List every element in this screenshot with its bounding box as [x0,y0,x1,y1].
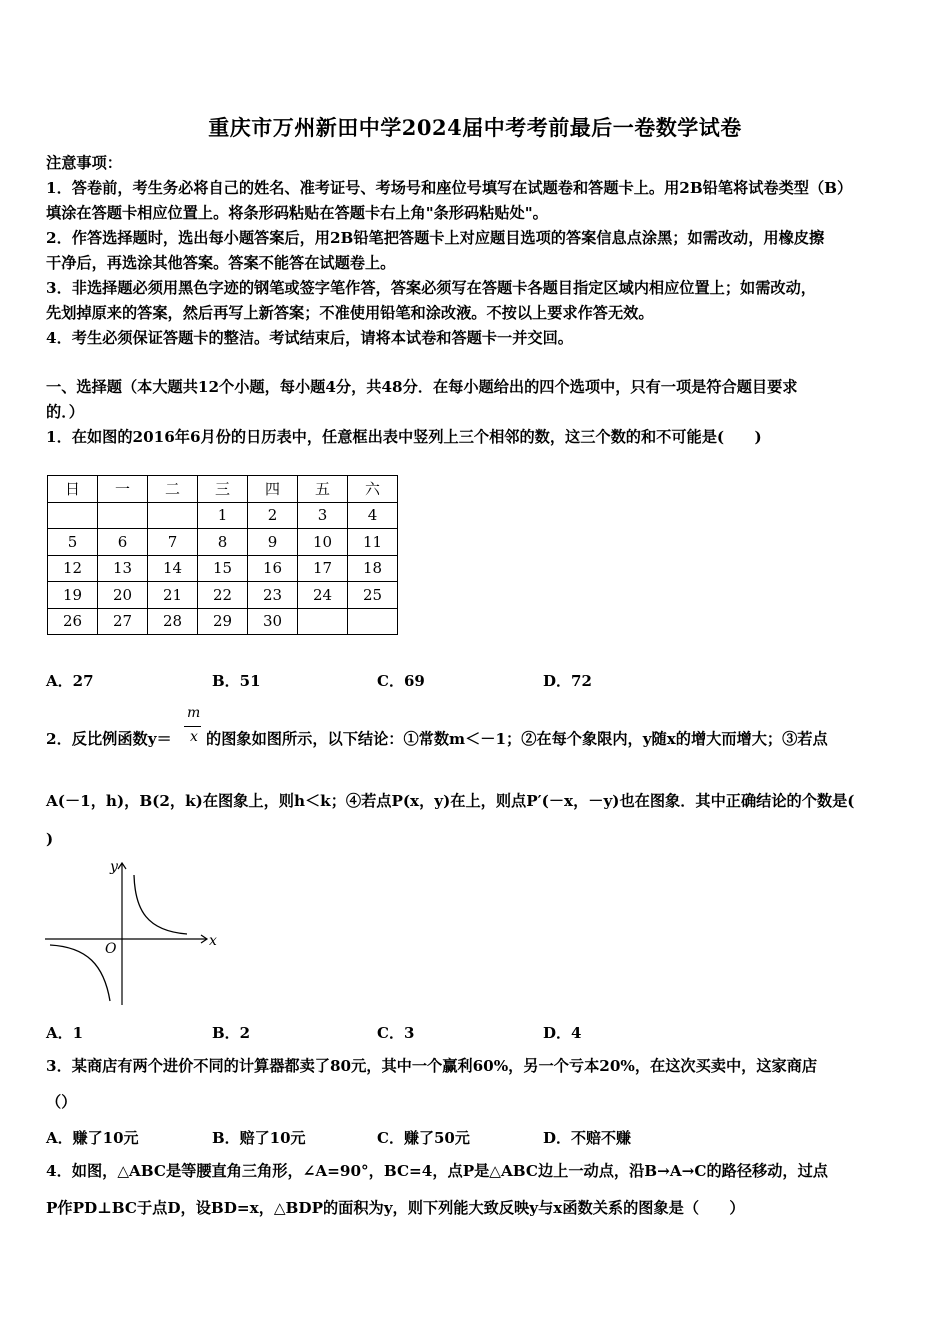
calendar-cell: 24 [298,582,348,609]
calendar-row [48,608,398,635]
calendar-cell: 17 [298,555,348,582]
exam-title: 重庆市万州新田中学2024届中考考前最后一卷数学试卷 [208,115,742,140]
q3-option-a: A．赚了10元 [46,1129,139,1147]
calendar-row [48,555,398,582]
calendar-header-cell: 六 [348,476,398,503]
calendar-cell: 26 [48,608,98,635]
calendar-cell: 25 [348,582,398,609]
calendar-cell: 13 [98,555,148,582]
notice-heading: 注意事项： [46,154,122,172]
calendar-header-cell: 五 [298,476,348,503]
q2-option-d: D．4 [543,1024,582,1042]
calendar-row [48,502,398,529]
calendar-header-cell: 四 [248,476,298,503]
x-axis-label: x [209,933,217,949]
q3-option-b: B．赔了10元 [212,1129,306,1147]
calendar-cell: 29 [198,608,248,635]
calendar-cell: 15 [198,555,248,582]
question-4-line2: P作PD⊥BC于点D，设BD=x，△BDP的面积为y，则下列能大致反映y与x函数关系的图象是（ ） [46,1199,745,1217]
calendar-table [47,475,398,635]
question-1-stem: 1．在如图的2016年6月份的日历表中，任意框出表中竖列上三个相邻的数，这三个数的和不可能是( ) [46,428,762,446]
question-2-line2: A(－1，h)，B(2，k)在图象上，则h＜k；④若点P(x，y)在上，则点P′(－x，－y)也在图象．其中正确结论的个数是( [46,792,855,810]
fraction-bar [184,726,201,727]
section-heading-cont: 的．） [46,403,84,421]
calendar-cell [148,502,198,529]
fraction-numerator: m [187,705,201,721]
q1-option-c: C．69 [377,672,425,690]
q3-option-d: D．不赔不赚 [543,1129,632,1147]
notice-line: 2．作答选择题时，选出每小题答案后，用2B铅笔把答题卡上对应题目选项的答案信息点涂黑；如需改动，用橡皮擦 [46,229,825,247]
calendar-cell: 14 [148,555,198,582]
y-axis-label: y [110,859,118,875]
calendar-cell: 7 [148,529,198,556]
curve-third-quadrant [50,945,110,1001]
question-2-line1-post: 的图象如图所示，以下结论：①常数m＜－1；②在每个象限内，y随x的增大而增大；③若点 [206,730,828,748]
q1-option-a: A．27 [46,672,94,690]
calendar-cell: 1 [198,502,248,529]
notice-line: 3．非选择题必须用黑色字迹的钢笔或签字笔作答，答案必须写在答题卡各题目指定区域内相应位置上；如需改动， [46,279,816,297]
notice-line: 填涂在答题卡相应位置上。将条形码粘贴在答题卡右上角"条形码粘贴处"。 [46,204,548,222]
calendar-header-row [48,476,398,503]
section-heading: 一、选择题（本大题共12个小题，每小题4分，共48分．在每小题给出的四个选项中，只有一项是符合题目要求 [46,378,798,396]
q2-option-a: A．1 [46,1024,84,1042]
calendar-cell: 8 [198,529,248,556]
q3-option-c: C．赚了50元 [377,1129,470,1147]
calendar-cell: 5 [48,529,98,556]
q1-option-d: D．72 [543,672,592,690]
calendar-cell: 23 [248,582,298,609]
question-4-line1: 4．如图，△ABC是等腰直角三角形，∠A=90°，BC=4，点P是△ABC边上一动点，沿B→A→C的路径移动，过点 [46,1162,828,1180]
notice-line: 1．答卷前，考生务必将自己的姓名、准考证号、考场号和座位号填写在试题卷和答题卡上。用2B铅笔将试卷类型（B） [46,179,853,197]
calendar-cell: 16 [248,555,298,582]
calendar-cell: 12 [48,555,98,582]
q2-option-c: C．3 [377,1024,415,1042]
calendar-row [48,582,398,609]
calendar-cell: 19 [48,582,98,609]
calendar-header-cell: 一 [98,476,148,503]
calendar-cell: 3 [298,502,348,529]
fraction-denominator: x [190,729,198,745]
notice-line: 4．考生必须保证答题卡的整洁。考试结束后，请将本试卷和答题卡一并交回。 [46,329,573,347]
question-2-line1-pre: 2．反比例函数y＝ [46,730,172,748]
calendar-row [48,529,398,556]
calendar-cell [98,502,148,529]
calendar-cell: 22 [198,582,248,609]
origin-label: O [105,941,117,957]
calendar-cell: 11 [348,529,398,556]
calendar-cell [298,608,348,635]
calendar-cell: 21 [148,582,198,609]
calendar-cell: 20 [98,582,148,609]
calendar-cell: 2 [248,502,298,529]
calendar-cell: 6 [98,529,148,556]
calendar-cell [348,608,398,635]
question-3-line2: （） [46,1093,77,1111]
q2-option-b: B．2 [212,1024,251,1042]
notice-line: 先划掉原来的答案，然后再写上新答案；不准使用铅笔和涂改液。不按以上要求作答无效。 [46,304,654,322]
calendar-cell: 9 [248,529,298,556]
question-2-line3: ) [46,830,54,848]
calendar-cell: 30 [248,608,298,635]
q1-option-b: B．51 [212,672,261,690]
calendar-cell: 18 [348,555,398,582]
notice-line: 干净后，再选涂其他答案。答案不能答在试题卷上。 [46,254,396,272]
calendar-header-cell: 三 [198,476,248,503]
hyperbola-graph [42,855,232,1015]
calendar-cell: 27 [98,608,148,635]
calendar-cell: 4 [348,502,398,529]
curve-first-quadrant [134,875,187,934]
question-3-line1: 3．某商店有两个进价不同的计算器都卖了80元，其中一个赢利60%，另一个亏本20%，在这次买卖中，这家商店 [46,1057,818,1075]
calendar-cell: 10 [298,529,348,556]
calendar-header-cell: 二 [148,476,198,503]
calendar-cell [48,502,98,529]
calendar-header-cell: 日 [48,476,98,503]
calendar-cell: 28 [148,608,198,635]
